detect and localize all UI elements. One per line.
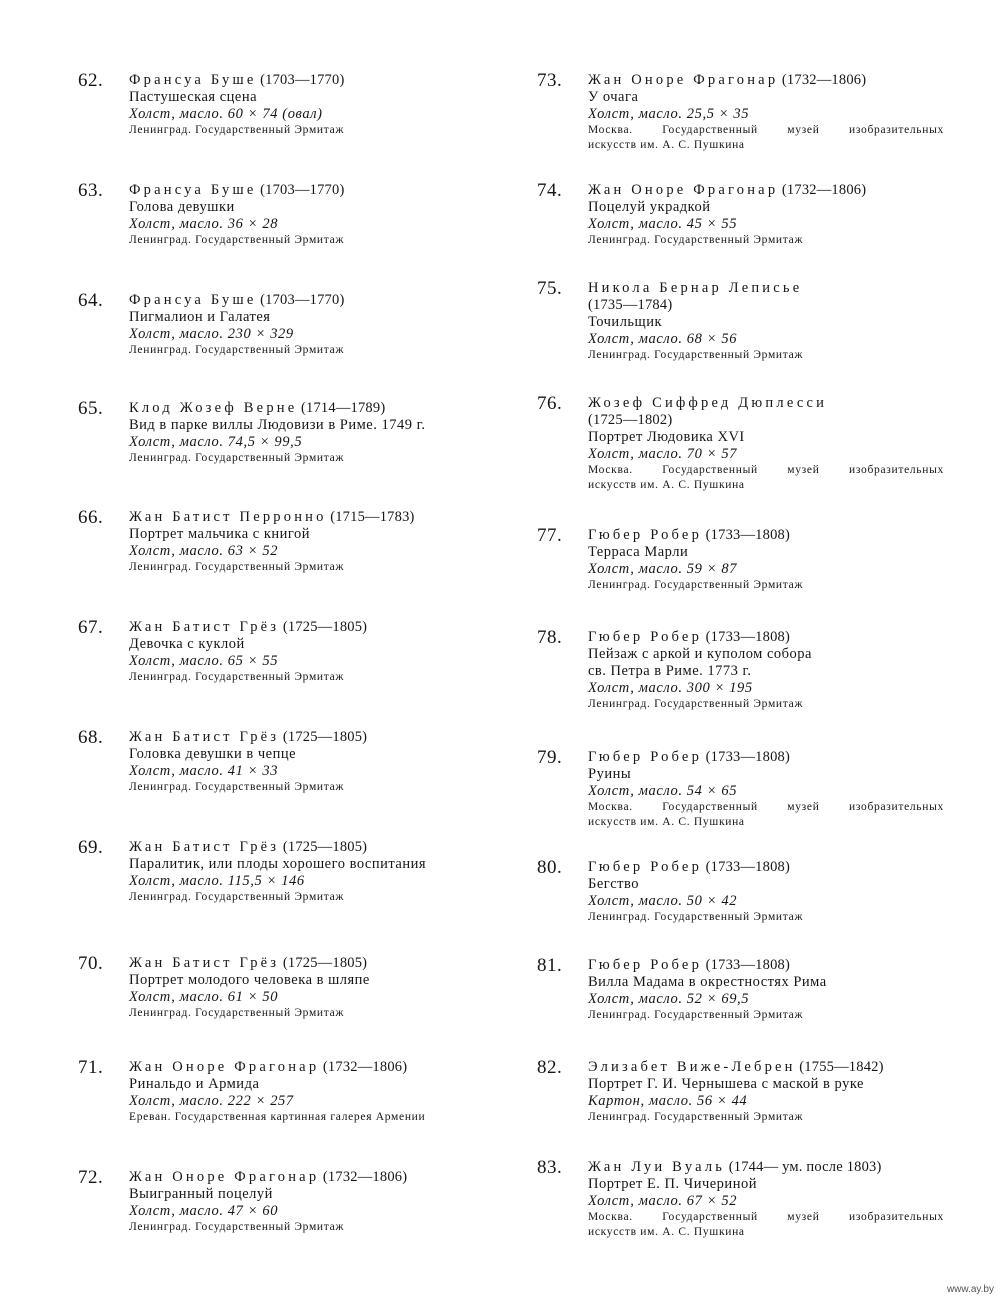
artwork-title: Пигмалион и Галатея (129, 309, 271, 325)
entry-heading (588, 72, 953, 89)
entry-dates-line (588, 412, 953, 429)
artist-dates: (1732—1806) (322, 1059, 408, 1075)
artwork-location: Ленинград. Государственный Эрмитаж (129, 234, 345, 246)
entry-number: 63. (78, 180, 104, 201)
artwork-medium: Холст, масло. 36 × 28 (129, 216, 279, 232)
artwork-title: Пастушеская сцена (129, 89, 258, 105)
artist-name: Никола Бернар Леписье (588, 280, 803, 296)
entry-number: 80. (537, 857, 563, 878)
entry-number: 69. (78, 837, 104, 858)
artwork-location: Москва. Государственный музей изобразительных (588, 464, 944, 476)
artwork-medium: Холст, масло. 41 × 33 (129, 763, 279, 779)
entry-number: 62. (78, 70, 104, 91)
entry-heading (129, 292, 494, 309)
artist-dates: (1725—1802) (588, 412, 673, 428)
artwork-location: искусств им. А. С. Пушкина (588, 1226, 745, 1238)
artwork-title: Портрет Е. П. Чичериной (588, 1176, 757, 1192)
entry-heading (588, 749, 953, 766)
entry-heading (129, 955, 494, 972)
artwork-location: Ленинград. Государственный Эрмитаж (129, 671, 345, 683)
artwork-medium: Холст, масло. 68 × 56 (588, 331, 738, 347)
entry-number: 78. (537, 627, 563, 648)
artist-dates: (1714—1789) (301, 400, 386, 416)
artwork-title: Паралитик, или плоды хорошего воспитания (129, 856, 427, 872)
artist-dates: (1735—1784) (588, 297, 673, 313)
entry-heading (129, 619, 494, 636)
artwork-location: Ленинград. Государственный Эрмитаж (129, 124, 345, 136)
entry-text (129, 955, 494, 1021)
artist-dates: (1733—1808) (705, 527, 790, 543)
artwork-location: Ленинград. Государственный Эрмитаж (588, 349, 804, 361)
entry-text (588, 957, 953, 1023)
artist-name: Жан Оноре Фрагонар (129, 1059, 320, 1075)
entry-text (129, 292, 494, 358)
entry-number: 81. (537, 955, 563, 976)
artwork-medium: Холст, масло. 25,5 × 35 (588, 106, 750, 122)
entry-text (129, 619, 494, 685)
artist-dates: (1733—1808) (705, 859, 790, 875)
entry-heading (129, 1169, 494, 1186)
entry-text (129, 72, 494, 138)
artist-name: Гюбер Робер (588, 527, 703, 543)
artwork-title: Головка девушки в чепце (129, 746, 297, 762)
artist-name: Жан Батист Грёз (129, 839, 280, 855)
artwork-medium: Холст, масло. 67 × 52 (588, 1193, 738, 1209)
artwork-location: Москва. Государственный музей изобразительных (588, 801, 944, 813)
entry-text (588, 527, 953, 593)
artist-dates: (1733—1808) (705, 749, 790, 765)
entry-text (588, 629, 953, 712)
artist-name: Жан Луи Вуаль (588, 1159, 726, 1175)
artwork-location: искусств им. А. С. Пушкина (588, 479, 745, 491)
artwork-location: Ленинград. Государственный Эрмитаж (129, 891, 345, 903)
entry-heading (129, 729, 494, 746)
entry-heading (588, 182, 953, 199)
entry-number: 65. (78, 398, 104, 419)
artist-name: Жан Оноре Фрагонар (129, 1169, 320, 1185)
entry-heading (588, 629, 953, 646)
entry-heading (129, 839, 494, 856)
artwork-medium: Холст, масло. 63 × 52 (129, 543, 279, 559)
entry-heading (129, 72, 494, 89)
artwork-location: Ленинград. Государственный Эрмитаж (588, 234, 804, 246)
artwork-location: Москва. Государственный музей изобразительных (588, 124, 944, 136)
artwork-medium: Холст, масло. 300 × 195 (588, 680, 753, 696)
artwork-medium: Холст, масло. 60 × 74 (овал) (129, 106, 323, 122)
entry-text (129, 400, 494, 466)
artist-dates: (1744— ум. после 1803) (728, 1159, 882, 1175)
entry-text (588, 1159, 953, 1240)
artist-name: Жан Батист Грёз (129, 955, 280, 971)
entry-number: 75. (537, 278, 563, 299)
artwork-medium: Холст, масло. 74,5 × 99,5 (129, 434, 303, 450)
artwork-medium: Холст, масло. 47 × 60 (129, 1203, 279, 1219)
artwork-medium: Картон, масло. 56 × 44 (588, 1093, 748, 1109)
artwork-title: Выигранный поцелуй (129, 1186, 273, 1202)
artwork-medium: Холст, масло. 50 × 42 (588, 893, 738, 909)
artwork-title: У очага (588, 89, 639, 105)
artist-dates: (1725—1805) (282, 955, 368, 971)
artist-dates: (1732—1806) (322, 1169, 408, 1185)
entry-number: 74. (537, 180, 563, 201)
artist-dates: (1725—1805) (282, 729, 368, 745)
artwork-location: Ленинград. Государственный Эрмитаж (588, 1009, 804, 1021)
artist-name: Франсуа Буше (129, 72, 257, 88)
artist-dates: (1703—1770) (260, 292, 345, 308)
artwork-medium: Холст, масло. 115,5 × 146 (129, 873, 305, 889)
artwork-medium: Холст, масло. 230 × 329 (129, 326, 294, 342)
entry-text (129, 509, 494, 575)
entry-heading (588, 280, 953, 297)
artwork-location: Ленинград. Государственный Эрмитаж (588, 698, 804, 710)
entry-heading (588, 395, 953, 412)
artist-dates: (1703—1770) (260, 72, 345, 88)
artwork-medium: Холст, масло. 52 × 69,5 (588, 991, 750, 1007)
artwork-location: Ленинград. Государственный Эрмитаж (129, 561, 345, 573)
artist-name: Жан Батист Перронно (129, 509, 327, 525)
artwork-title: Портрет молодого человека в шляпе (129, 972, 370, 988)
artist-name: Клод Жозеф Верне (129, 400, 298, 416)
artist-dates: (1715—1783) (330, 509, 415, 525)
artwork-title: Точильщик (588, 314, 663, 330)
entry-number: 79. (537, 747, 563, 768)
artwork-location: искусств им. А. С. Пушкина (588, 139, 745, 151)
artist-dates: (1755—1842) (799, 1059, 884, 1075)
artist-dates: (1725—1805) (282, 839, 368, 855)
artwork-location: Ленинград. Государственный Эрмитаж (129, 452, 345, 464)
entry-text (588, 182, 953, 248)
artwork-title: Терраса Марли (588, 544, 689, 560)
artwork-location: Ленинград. Государственный Эрмитаж (129, 344, 345, 356)
artwork-title: Пейзаж с аркой и куполом собора (588, 646, 812, 662)
artwork-medium: Холст, масло. 45 × 55 (588, 216, 738, 232)
artist-dates: (1725—1805) (282, 619, 368, 635)
artist-name: Гюбер Робер (588, 957, 703, 973)
artwork-title: св. Петра в Риме. 1773 г. (588, 663, 752, 679)
artwork-title: Голова девушки (129, 199, 235, 215)
entry-text (588, 749, 953, 830)
entry-heading (129, 182, 494, 199)
artwork-title: Руины (588, 766, 632, 782)
artist-name: Жан Батист Грёз (129, 729, 280, 745)
entry-text (588, 395, 953, 493)
artwork-medium: Холст, масло. 65 × 55 (129, 653, 279, 669)
artist-dates: (1732—1806) (781, 182, 867, 198)
entry-heading (588, 527, 953, 544)
artwork-medium: Холст, масло. 70 × 57 (588, 446, 738, 462)
artwork-location: Ленинград. Государственный Эрмитаж (588, 911, 804, 923)
entry-number: 70. (78, 953, 104, 974)
artist-name: Гюбер Робер (588, 749, 703, 765)
artist-name: Жан Батист Грёз (129, 619, 280, 635)
entry-number: 66. (78, 507, 104, 528)
artwork-title: Ринальдо и Армида (129, 1076, 260, 1092)
entry-number: 72. (78, 1167, 104, 1188)
entry-text (129, 729, 494, 795)
artist-name: Жозеф Сиффред Дюплесси (588, 395, 828, 411)
artwork-medium: Холст, масло. 222 × 257 (129, 1093, 294, 1109)
artwork-location: Москва. Государственный музей изобразительных (588, 1211, 944, 1223)
artwork-title: Вид в парке виллы Людовизи в Риме. 1749 г. (129, 417, 426, 433)
artwork-title: Бегство (588, 876, 639, 892)
artwork-location: Ленинград. Государственный Эрмитаж (129, 1221, 345, 1233)
entry-number: 82. (537, 1057, 563, 1078)
entry-text (588, 859, 953, 925)
entry-heading (588, 1159, 953, 1176)
entry-number: 76. (537, 393, 563, 414)
artist-name: Франсуа Буше (129, 182, 257, 198)
entry-heading (588, 859, 953, 876)
artwork-location: Ереван. Государственная картинная галерея Армении (129, 1111, 426, 1123)
watermark: www.ay.by (946, 1284, 994, 1295)
entry-text (129, 839, 494, 905)
entry-number: 67. (78, 617, 104, 638)
entry-dates-line (588, 297, 953, 314)
artist-dates: (1732—1806) (781, 72, 867, 88)
entry-text (588, 280, 953, 363)
entry-text (129, 1059, 494, 1125)
artwork-title: Портрет Людовика XVI (588, 429, 745, 445)
artist-name: Гюбер Робер (588, 629, 703, 645)
artwork-title: Поцелуй украдкой (588, 199, 711, 215)
artwork-location: Ленинград. Государственный Эрмитаж (129, 781, 345, 793)
entry-text (129, 1169, 494, 1235)
entry-heading (129, 1059, 494, 1076)
entry-heading (129, 400, 494, 417)
entry-heading (129, 509, 494, 526)
entry-number: 73. (537, 70, 563, 91)
artwork-title: Портрет Г. И. Чернышева с маской в руке (588, 1076, 864, 1092)
artwork-location: искусств им. А. С. Пушкина (588, 816, 745, 828)
artwork-medium: Холст, масло. 54 × 65 (588, 783, 738, 799)
artwork-title: Вилла Мадама в окрестностях Рима (588, 974, 827, 990)
artist-dates: (1733—1808) (705, 957, 790, 973)
artist-dates: (1733—1808) (705, 629, 790, 645)
artist-name: Франсуа Буше (129, 292, 257, 308)
artwork-location: Ленинград. Государственный Эрмитаж (588, 1111, 804, 1123)
entry-text (588, 1059, 953, 1125)
artwork-location: Ленинград. Государственный Эрмитаж (588, 579, 804, 591)
entry-heading (588, 1059, 953, 1076)
artist-dates: (1703—1770) (260, 182, 345, 198)
entry-number: 77. (537, 525, 563, 546)
artist-name: Жан Оноре Фрагонар (588, 72, 779, 88)
artwork-title: Портрет мальчика с книгой (129, 526, 310, 542)
entry-number: 83. (537, 1157, 563, 1178)
entry-text (129, 182, 494, 248)
entry-text (588, 72, 953, 153)
artwork-title: Девочка с куклой (129, 636, 245, 652)
artist-name: Гюбер Робер (588, 859, 703, 875)
entry-heading (588, 957, 953, 974)
entry-number: 68. (78, 727, 104, 748)
artwork-medium: Холст, масло. 59 × 87 (588, 561, 738, 577)
entry-number: 71. (78, 1057, 104, 1078)
artwork-location: Ленинград. Государственный Эрмитаж (129, 1007, 345, 1019)
artwork-medium: Холст, масло. 61 × 50 (129, 989, 279, 1005)
artist-name: Жан Оноре Фрагонар (588, 182, 779, 198)
entry-number: 64. (78, 290, 104, 311)
artist-name: Элизабет Виже-Лебрен (588, 1059, 796, 1075)
